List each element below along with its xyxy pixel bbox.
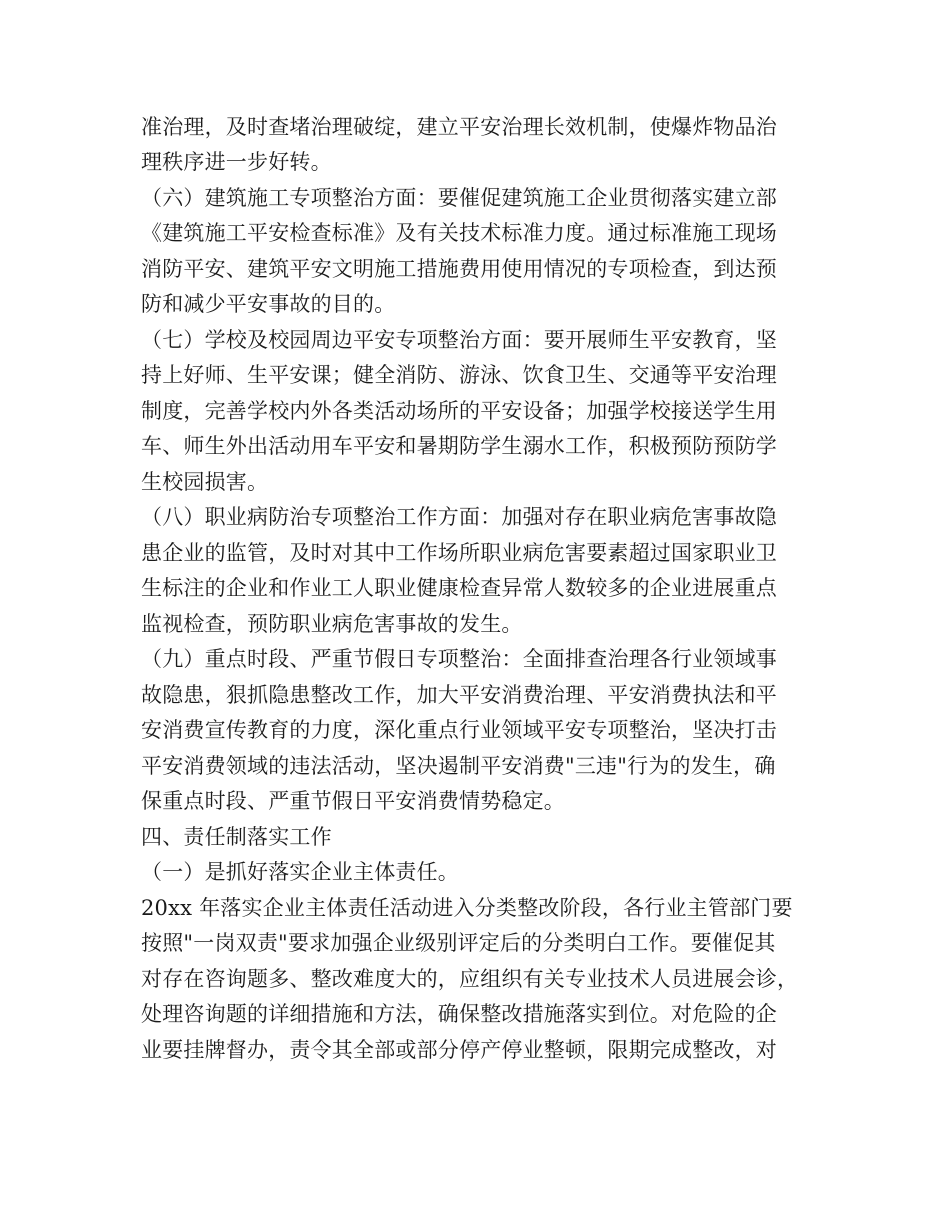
- text-line: 安消费宣传教育的力度，深化重点行业领域平安专项整治，坚决打击: [141, 718, 777, 742]
- text-line: （八）职业病防治专项整治工作方面：加强对存在职业病危害事故隐: [141, 505, 777, 529]
- text-line: 20xx 年落实企业主体责任活动进入分类整改阶段，各行业主管部门要: [141, 896, 793, 920]
- text-line: （九）重点时段、严重节假日专项整治：全面排查治理各行业领域事: [141, 647, 777, 671]
- text-line: 生校园损害。: [141, 470, 269, 494]
- text-line: 按照"一岗双责"要求加强企业级别评定后的分类明白工作。要催促其: [141, 931, 776, 955]
- text-line: 持上好师、生平安课；健全消防、游泳、饮食卫生、交通等平安治理: [141, 363, 777, 387]
- subsection-heading: （一）是抓好落实企业主体责任。: [141, 860, 459, 884]
- text-line: 平安消费领域的违法活动，坚决遏制平安消费"三违"行为的发生，确: [141, 754, 776, 778]
- text-line: （七）学校及校园周边平安专项整治方面：要开展师生平安教育，坚: [141, 328, 777, 352]
- section-heading: 四、责任制落实工作: [141, 825, 332, 849]
- text-line: 准治理，及时查堵治理破绽，建立平安治理长效机制，使爆炸物品治: [141, 115, 777, 139]
- text-line: （六）建筑施工专项整治方面：要催促建筑施工企业贯彻落实建立部: [141, 186, 777, 210]
- text-line: 生标注的企业和作业工人职业健康检查异常人数较多的企业进展重点: [141, 576, 777, 600]
- text-line: 理秩序进一步好转。: [141, 150, 332, 174]
- text-line: 防和减少平安事故的目的。: [141, 292, 396, 316]
- text-line: 处理咨询题的详细措施和方法，确保整改措施落实到位。对危险的企: [141, 1002, 777, 1026]
- text-line: 业要挂牌督办，责令其全部或部分停产停业整顿，限期完成整改，对: [141, 1038, 777, 1062]
- text-line: 监视检查，预防职业病危害事故的发生。: [141, 612, 523, 636]
- text-line: 车、师生外出活动用车平安和暑期防学生溺水工作，积极预防预防学: [141, 434, 777, 458]
- text-line: 对存在咨询题多、整改难度大的，应组织有关专业技术人员进展会诊，: [141, 967, 799, 991]
- text-line: 患企业的监管，及时对其中工作场所职业病危害要素超过国家职业卫: [141, 541, 777, 565]
- text-line: 《建筑施工平安检查标准》及有关技术标准力度。通过标准施工现场: [141, 221, 777, 245]
- text-line: 制度，完善学校内外各类活动场所的平安设备；加强学校接送学生用: [141, 399, 777, 423]
- text-line: 故隐患，狠抓隐患整改工作，加大平安消费治理、平安消费执法和平: [141, 683, 777, 707]
- text-line: 保重点时段、严重节假日平安消费情势稳定。: [141, 789, 565, 813]
- text-line: 消防平安、建筑平安文明施工措施费用使用情况的专项检查，到达预: [141, 257, 777, 281]
